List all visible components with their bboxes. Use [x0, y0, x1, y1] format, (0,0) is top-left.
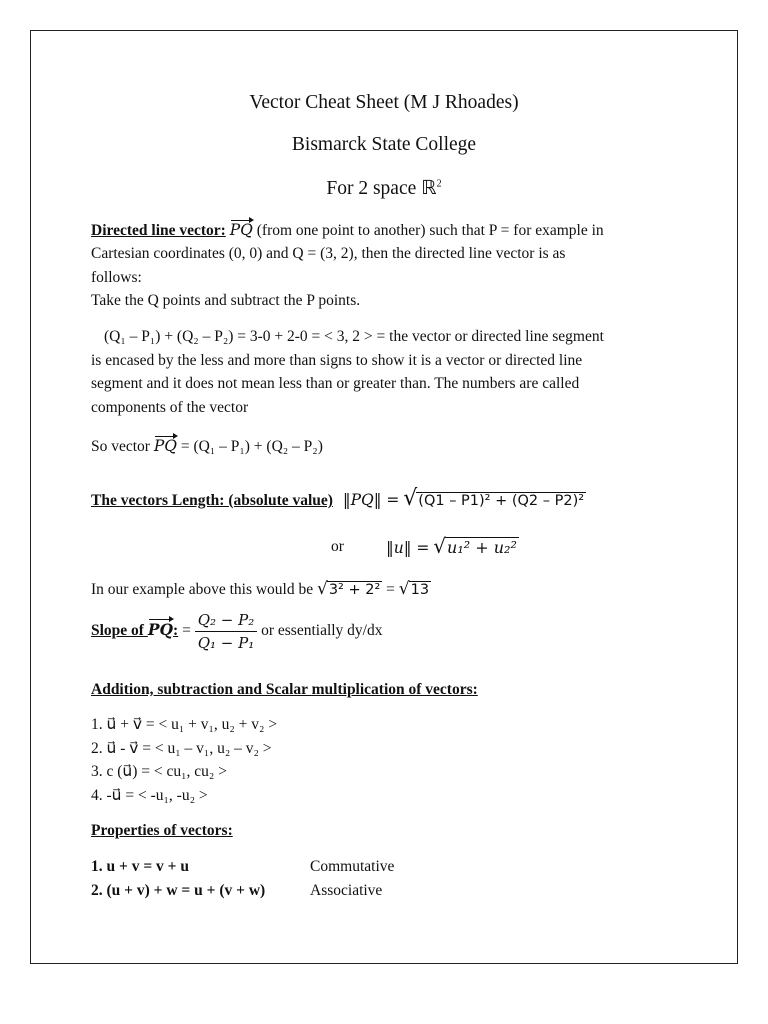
property-formula: 1. u + v = v + u [91, 858, 189, 875]
norm-u-formula: ‖u‖ = √u₁² + u₂² [386, 534, 517, 558]
slope-denominator: Q₁ − P₁ [197, 634, 255, 652]
properties-heading: Properties of vectors: [91, 822, 233, 839]
property-name: Commutative [310, 858, 395, 875]
directed-line-2: Cartesian coordinates (0, 0) and Q = (3, 2), then the directed line vector is as [91, 245, 566, 262]
operation-item: 1. u⃗ + v⃗ = < u₁ + v₁, u₂ + v₂ > [91, 716, 278, 733]
directed-line-3: follows: [91, 269, 142, 286]
components-line-4: components of the vector [91, 399, 249, 416]
property-formula: 2. (u + v) + w = u + (v + w) [91, 882, 266, 899]
operations-heading: Addition, subtraction and Scalar multiplication of vectors: [91, 681, 478, 698]
components-line-2: is encased by the less and more than signs to show it is a vector or directed line [91, 352, 583, 369]
or-label: or [331, 538, 344, 555]
operation-item: 3. c (u⃗) = < cu₁, cu₂ > [91, 763, 227, 780]
slope-line: Slope of PQ: = $\frac{\text{Q₂ − P₂}}{\text{Q₁ − P₁}}$ or essentially dy/dx [91, 611, 383, 652]
slope-suffix: or essentially dy/dx [261, 622, 383, 640]
operation-item: 4. -u⃗ = < -u₁, -u₂ > [91, 787, 208, 804]
directed-line-1: Directed line vector: PQ (from one point to another) such that P = for example in [91, 221, 604, 239]
components-line-3: segment and it does not mean less than or greater than. The numbers are called [91, 375, 580, 392]
vector-pq: PQ [153, 437, 177, 455]
so-vector-line: So vector PQ = (Q₁ – P₁) + (Q₂ – P₂) [91, 437, 323, 455]
slope-fraction [195, 611, 258, 652]
slope-numerator: Q₂ − P₂ [195, 611, 258, 632]
slope-heading: Slope of PQ: [91, 620, 179, 640]
length-heading: The vectors Length: (absolute value) [91, 492, 333, 509]
college-name: Bismarck State College [291, 134, 477, 155]
property-name: Associative [310, 882, 383, 899]
vector-pq: PQ [229, 221, 253, 239]
length-line: The vectors Length: (absolute value) ‖PQ‖ = √(Q1 – P1)² + (Q2 – P2)² [91, 486, 585, 511]
space-subtitle: For 2 space ℝ$^2$ [326, 176, 442, 199]
length-sqrt: (Q1 – P1)² + (Q2 – P2)² [418, 493, 585, 509]
directed-heading: Directed line vector: [91, 222, 226, 239]
directed-line-4: Take the Q points and subtract the P points. [91, 292, 361, 309]
example-line: In our example above this would be √3² + 2² = √13 [91, 579, 430, 599]
page-title: Vector Cheat Sheet (M J Rhoades) [249, 92, 519, 113]
operation-item: 2. u⃗ - v⃗ = < u₁ – v₁, u₂ – v₂ > [91, 740, 272, 757]
components-line-1: (Q₁ – P₁) + (Q₂ – P₂) = 3-0 + 2-0 = < 3, 2 > = the vector or directed line segment [104, 328, 604, 345]
